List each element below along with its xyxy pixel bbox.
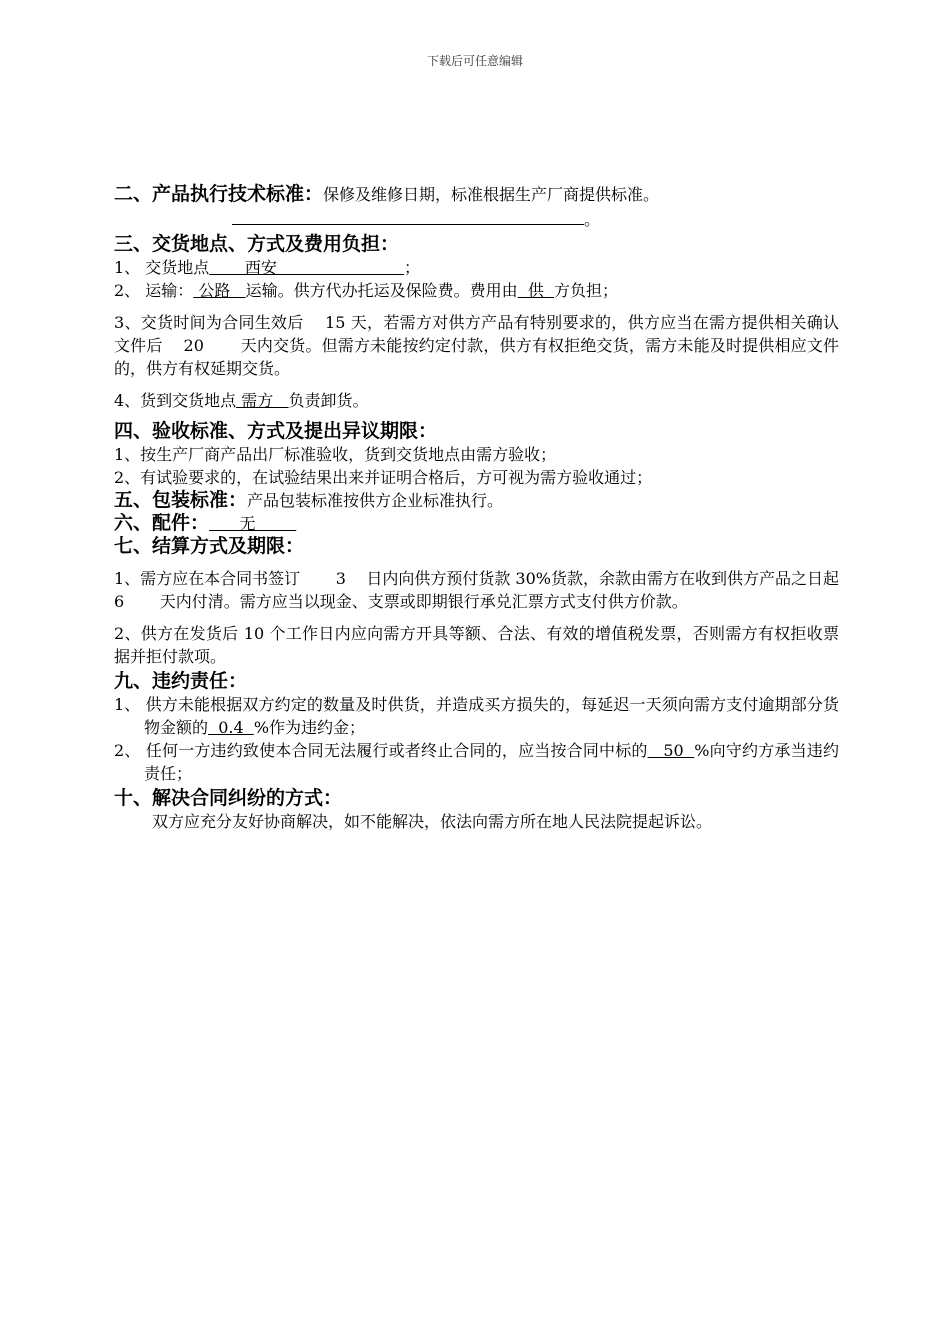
accessories-value: 无 (209, 514, 297, 533)
section-5 (114, 489, 839, 512)
transport-text: 运输。供方代办托运及保险费。费用由 (245, 281, 518, 300)
section-4-item-2: 2、有试验要求的，在试验结果出来并证明合格后，方可视为需方验收通过； (114, 468, 653, 487)
section-2-blank-line (114, 208, 839, 231)
section-9-title: 九、违约责任： (114, 670, 248, 692)
section-3-item-1 (114, 256, 839, 279)
page-header: 下载后可任意编辑 (426, 54, 523, 68)
section-9-item-1 (114, 693, 839, 739)
cost-bearer-value: 供 (517, 281, 555, 300)
late-delivery-text: 1、 供方未能根据双方约定的数量及时供货，并造成买方损失的，每延迟一天须向需方支付逾期部分货物金额的 (114, 695, 839, 737)
section-3-item-2 (114, 279, 839, 302)
section-6 (114, 512, 839, 535)
breach-rate-value: 50 (647, 741, 695, 760)
section-5-text: 产品包装标准按供方企业标准执行。 (247, 491, 504, 510)
transport-label: 2、 运输： (114, 281, 194, 300)
section-2-text: 保修及维修日期，标准根据生产厂商提供标准。 (323, 185, 660, 204)
section-3-item-3: 3、交货时间为合同生效后 15 天，若需方对供方产品有特别要求的，供方应当在需方提供相关确认文件后 20 天内交货。但需方未能按约定付款，供方有权拒绝交货，需方未能及时提供相应文件的，供方有权延期交货。 (114, 313, 839, 378)
section-4-item-1: 1、按生产厂商产品出厂标准验收，货到交货地点由需方验收； (114, 445, 557, 464)
section-7-item-1: 1、需方应在本合同书签订 3 日内向供方预付货款 30%货款，余款由需方在收到供方产品之日起 6 天内付清。需方应当以现金、支票或即期银行承兑汇票方式支付供方价款。 (114, 569, 860, 611)
late-delivery-suffix: %作为违约金； (253, 718, 366, 737)
unloading-suffix: 负责卸货。 (288, 391, 369, 410)
section-3-item-4 (114, 389, 839, 412)
delivery-place-label: 1、 交货地点 (114, 258, 210, 277)
breach-suffix: %向守约方承当违约责任； (144, 741, 839, 783)
delivery-place-value: 西安 (209, 258, 405, 277)
breach-text: 2、 任何一方违约致使本合同无法履行或者终止合同的，应当按合同中标的 (114, 741, 648, 760)
section-6-title: 六、配件： (114, 512, 210, 534)
section-9-item-2 (114, 739, 839, 785)
section-3-title: 三、交货地点、方式及费用负担： (114, 233, 400, 255)
section-2-blank (232, 208, 584, 225)
section-4-title: 四、验收标准、方式及提出异议期限： (114, 420, 438, 442)
delivery-place-suffix: ； (404, 258, 421, 277)
section-7-title: 七、结算方式及期限： (114, 535, 305, 557)
section-2-title: 二、产品执行技术标准： (114, 183, 324, 205)
transport-suffix: 方负担； (554, 281, 619, 300)
unloading-label: 4、货到交货地点 (114, 391, 237, 410)
contract-body (114, 183, 860, 833)
section-7-item-2: 2、供方在发货后 10 个工作日内应向需方开具等额、合法、有效的增值税发票，否则需方有权拒收票据并拒付款项。 (114, 624, 839, 666)
section-2-end: 。 (584, 210, 601, 229)
transport-value: 公路 (193, 281, 246, 300)
section-5-title: 五、包装标准： (114, 489, 248, 511)
section-2 (114, 183, 839, 206)
section-10-text: 双方应充分友好协商解决，如不能解决，依法向需方所在地人民法院提起诉讼。 (152, 812, 713, 831)
section-10-title: 十、解决合同纠纷的方式： (114, 787, 343, 809)
penalty-rate-value: 0.4 (208, 718, 254, 737)
unloading-value: 需方 (236, 391, 289, 410)
